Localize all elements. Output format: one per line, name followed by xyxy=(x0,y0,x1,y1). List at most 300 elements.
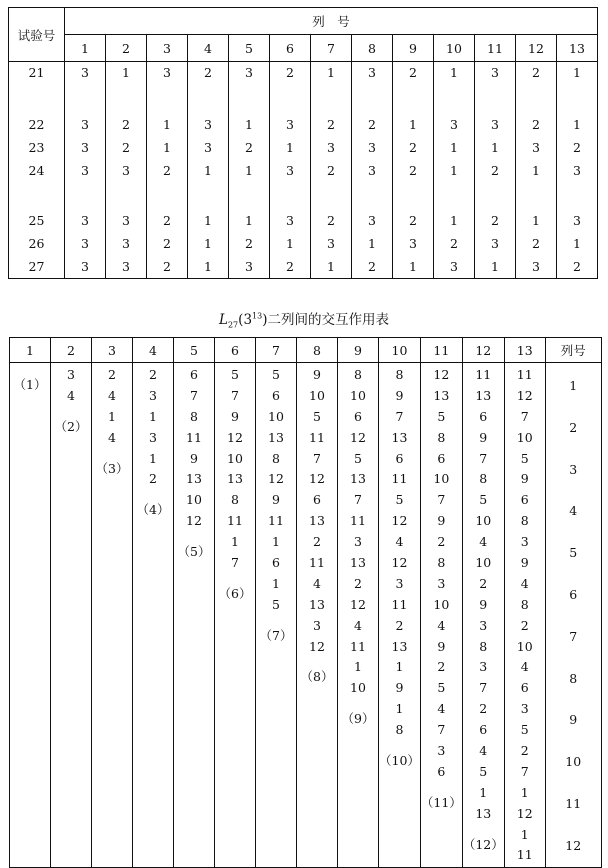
value-cell: 3 xyxy=(229,62,270,114)
value-cell: 3 xyxy=(65,114,106,137)
interaction-value: 5 xyxy=(437,408,446,424)
interaction-value: 8 xyxy=(437,555,446,571)
interaction-value: 2 xyxy=(108,367,116,382)
column-number-group-header: 列 号 xyxy=(65,8,598,35)
value-cell: 3 xyxy=(270,114,311,137)
interaction-column-header-2: 2 xyxy=(51,338,92,363)
interaction-value: 13 xyxy=(309,596,325,612)
value-cell: 2 xyxy=(352,256,393,279)
interaction-value: 10 xyxy=(516,638,533,654)
value-cell: 3 xyxy=(106,160,147,210)
trial-number-cell: 25 xyxy=(9,210,65,233)
diagonal-column-marker: （2） xyxy=(54,418,88,434)
interaction-value: 2 xyxy=(149,471,157,487)
interaction-value: 3 xyxy=(149,387,157,403)
interaction-value: 8 xyxy=(395,367,404,382)
value-cell: 1 xyxy=(229,160,270,210)
interaction-value: 13 xyxy=(475,805,492,821)
interaction-value: 4 xyxy=(479,534,488,550)
interaction-value: 6 xyxy=(272,555,280,571)
interaction-value: 7 xyxy=(313,450,321,466)
interaction-value: 13 xyxy=(309,513,325,529)
interaction-value: 5 xyxy=(231,367,239,382)
table-row xyxy=(9,114,598,137)
column-header-row xyxy=(9,35,598,62)
value-cell: 2 xyxy=(106,137,147,160)
column-header-13: 13 xyxy=(557,35,598,62)
diagonal-column-marker: （7） xyxy=(259,627,293,643)
interaction-value: 11 xyxy=(227,513,243,529)
interaction-value: 2 xyxy=(437,659,446,675)
interaction-value: 5 xyxy=(520,450,529,466)
interaction-value: 7 xyxy=(479,680,488,696)
interaction-value: 8 xyxy=(395,722,404,738)
row-label: 10 xyxy=(565,754,582,770)
column-header-2: 2 xyxy=(106,35,147,62)
diagonal-column-marker: （8） xyxy=(300,669,334,685)
value-cell: 1 xyxy=(106,62,147,114)
value-cell: 3 xyxy=(270,160,311,210)
interaction-value: 8 xyxy=(272,450,280,466)
interaction-value: 6 xyxy=(354,408,362,424)
table-caption: $L_{27}(3^{13})$二列间的交互作用表 xyxy=(219,311,389,330)
interaction-value: 11 xyxy=(309,429,325,445)
column-header-3: 3 xyxy=(147,35,188,62)
interaction-value: 9 xyxy=(437,638,446,654)
interaction-value: 7 xyxy=(395,408,404,424)
interaction-column-header-5: 5 xyxy=(174,338,215,363)
interaction-value: 8 xyxy=(231,492,239,508)
interaction-column-header-13: 13 xyxy=(504,338,545,363)
interaction-value: 13 xyxy=(350,555,366,571)
value-cell: 2 xyxy=(229,233,270,256)
interaction-column-header-1: 1 xyxy=(10,338,51,363)
interaction-value: 11 xyxy=(391,471,408,487)
interaction-column-header-6: 6 xyxy=(215,338,256,363)
value-cell: 1 xyxy=(311,62,352,114)
interaction-value: 9 xyxy=(479,429,488,445)
interaction-value: 9 xyxy=(520,555,529,571)
value-cell: 1 xyxy=(434,62,475,114)
interaction-value: 13 xyxy=(433,387,450,403)
value-cell: 3 xyxy=(311,233,352,256)
interaction-value: 8 xyxy=(520,513,529,529)
interaction-value: 2 xyxy=(149,367,157,382)
interaction-value: 6 xyxy=(520,680,529,696)
value-cell: 1 xyxy=(147,137,188,160)
value-cell: 1 xyxy=(475,256,516,279)
diagonal-column-marker: （12） xyxy=(462,836,504,852)
value-cell: 3 xyxy=(65,233,106,256)
interaction-column-7 xyxy=(256,363,297,868)
interaction-value: 2 xyxy=(520,743,529,759)
table-row xyxy=(9,62,598,114)
column-header-5: 5 xyxy=(229,35,270,62)
interaction-value: 3 xyxy=(520,534,529,550)
value-cell: 2 xyxy=(147,256,188,279)
interaction-value: 7 xyxy=(231,555,239,571)
interaction-value: 1 xyxy=(520,826,529,842)
interaction-value: 12 xyxy=(391,555,408,571)
diagonal-column-marker: （9） xyxy=(341,711,375,727)
value-cell: 2 xyxy=(311,160,352,210)
interaction-table xyxy=(9,337,602,868)
diagonal-column-marker: （5） xyxy=(177,544,211,560)
interaction-value: 1 xyxy=(395,701,404,717)
interaction-value: 10 xyxy=(475,555,492,571)
value-cell: 1 xyxy=(229,114,270,137)
value-cell: 2 xyxy=(147,160,188,210)
interaction-value: 8 xyxy=(190,408,198,424)
interaction-value: 13 xyxy=(391,429,408,445)
interaction-value: 3 xyxy=(520,701,529,717)
interaction-value: 12 xyxy=(516,805,533,821)
interaction-value: 10 xyxy=(475,513,492,529)
value-cell: 2 xyxy=(434,233,475,256)
trial-number-header: 试验号 xyxy=(9,8,65,62)
interaction-value: 9 xyxy=(520,471,529,487)
value-cell: 3 xyxy=(516,137,557,160)
interaction-value: 1 xyxy=(149,450,157,466)
value-cell: 3 xyxy=(475,114,516,137)
interaction-value: 2 xyxy=(479,701,488,717)
column-header-7: 7 xyxy=(311,35,352,62)
interaction-value: 10 xyxy=(433,471,450,487)
interaction-value: 3 xyxy=(437,575,446,591)
value-cell: 1 xyxy=(270,137,311,160)
interaction-column-3 xyxy=(92,363,133,868)
row-label: 4 xyxy=(569,503,578,519)
value-cell: 3 xyxy=(557,210,598,233)
interaction-value: 9 xyxy=(479,596,488,612)
interaction-value: 13 xyxy=(391,638,408,654)
interaction-value: 10 xyxy=(268,408,284,424)
interaction-value: 11 xyxy=(516,847,533,863)
interaction-value: 5 xyxy=(437,680,446,696)
value-cell: 3 xyxy=(65,210,106,233)
interaction-value: 4 xyxy=(395,534,404,550)
interaction-value: 12 xyxy=(516,387,533,403)
value-cell: 2 xyxy=(516,233,557,256)
value-cell: 3 xyxy=(352,137,393,160)
interaction-value: 11 xyxy=(268,513,284,529)
value-cell: 3 xyxy=(352,210,393,233)
value-cell: 1 xyxy=(516,160,557,210)
interaction-value: 7 xyxy=(437,492,446,508)
interaction-value: 7 xyxy=(354,492,362,508)
interaction-value: 7 xyxy=(520,763,529,779)
value-cell: 3 xyxy=(188,137,229,160)
interaction-column-header-10: 10 xyxy=(379,338,421,363)
value-cell: 3 xyxy=(352,160,393,210)
value-cell: 1 xyxy=(393,256,434,279)
interaction-value: 13 xyxy=(227,471,243,487)
diagonal-column-marker: （10） xyxy=(379,753,420,769)
interaction-value: 6 xyxy=(313,492,321,508)
interaction-column-header-3: 3 xyxy=(92,338,133,363)
interaction-value: 1 xyxy=(272,534,280,550)
interaction-value: 11 xyxy=(516,367,533,382)
interaction-value: 6 xyxy=(272,387,280,403)
interaction-value: 8 xyxy=(520,596,529,612)
trial-number-cell: 23 xyxy=(9,137,65,160)
interaction-value: 12 xyxy=(309,471,325,487)
interaction-value: 8 xyxy=(479,638,488,654)
interaction-value: 2 xyxy=(479,575,488,591)
value-cell: 2 xyxy=(229,137,270,160)
interaction-column-header-8: 8 xyxy=(297,338,338,363)
column-header-8: 8 xyxy=(352,35,393,62)
interaction-value: 10 xyxy=(227,450,243,466)
row-label: 8 xyxy=(569,670,578,686)
value-cell: 1 xyxy=(188,210,229,233)
interaction-column-2 xyxy=(51,363,92,868)
row-label: 5 xyxy=(569,545,578,561)
value-cell: 2 xyxy=(311,210,352,233)
interaction-value: 1 xyxy=(231,534,239,550)
column-header-9: 9 xyxy=(393,35,434,62)
orthogonal-array-table xyxy=(8,7,598,279)
interaction-value: 13 xyxy=(350,471,366,487)
interaction-value: 11 xyxy=(350,638,366,654)
interaction-value: 12 xyxy=(268,471,284,487)
interaction-value: 5 xyxy=(395,492,404,508)
interaction-value: 5 xyxy=(313,408,321,424)
interaction-column-header-4: 4 xyxy=(133,338,174,363)
value-cell: 3 xyxy=(229,256,270,279)
trial-number-cell: 22 xyxy=(9,114,65,137)
interaction-value: 12 xyxy=(350,429,366,445)
value-cell: 3 xyxy=(434,114,475,137)
interaction-value: 6 xyxy=(395,450,404,466)
interaction-column-6 xyxy=(215,363,256,868)
value-cell: 2 xyxy=(475,160,516,210)
value-cell: 3 xyxy=(475,62,516,114)
value-cell: 1 xyxy=(188,256,229,279)
interaction-column-8 xyxy=(297,363,338,868)
interaction-value: 9 xyxy=(313,367,321,382)
value-cell: 3 xyxy=(106,256,147,279)
orthogonal-table-section xyxy=(8,7,598,279)
value-cell: 3 xyxy=(475,233,516,256)
value-cell: 3 xyxy=(65,256,106,279)
interaction-column-13 xyxy=(504,363,545,868)
interaction-column-11 xyxy=(420,363,462,868)
interaction-column-1 xyxy=(10,363,51,868)
interaction-column-header-12: 12 xyxy=(462,338,504,363)
interaction-value: 2 xyxy=(354,575,362,591)
value-cell: 1 xyxy=(557,62,598,114)
interaction-value: 4 xyxy=(520,575,529,591)
interaction-value: 2 xyxy=(520,617,529,633)
interaction-value: 12 xyxy=(391,513,408,529)
interaction-value: 9 xyxy=(190,450,198,466)
value-cell: 1 xyxy=(434,137,475,160)
value-cell: 2 xyxy=(557,256,598,279)
diagonal-column-marker: （4） xyxy=(136,502,170,518)
row-label: 12 xyxy=(565,837,582,853)
interaction-header-row xyxy=(10,338,602,363)
interaction-value: 6 xyxy=(190,367,198,382)
value-cell: 3 xyxy=(352,62,393,114)
interaction-value: 6 xyxy=(479,408,488,424)
value-cell: 3 xyxy=(65,62,106,114)
value-cell: 2 xyxy=(475,210,516,233)
interaction-value: 11 xyxy=(186,429,202,445)
value-cell: 3 xyxy=(106,210,147,233)
interaction-value: 4 xyxy=(67,387,75,403)
interaction-column-9 xyxy=(338,363,379,868)
interaction-value: 3 xyxy=(149,429,157,445)
value-cell: 2 xyxy=(516,114,557,137)
value-cell: 2 xyxy=(352,114,393,137)
interaction-value: 4 xyxy=(520,659,529,675)
row-label: 6 xyxy=(569,586,578,602)
value-cell: 2 xyxy=(311,114,352,137)
trial-number-cell: 27 xyxy=(9,256,65,279)
interaction-column-5 xyxy=(174,363,215,868)
value-cell: 1 xyxy=(188,160,229,210)
row-label: 1 xyxy=(569,378,578,393)
interaction-value: 9 xyxy=(437,513,446,529)
value-cell: 1 xyxy=(557,114,598,137)
interaction-value: 3 xyxy=(313,617,321,633)
interaction-value: 6 xyxy=(437,763,446,779)
interaction-value: 5 xyxy=(272,367,280,382)
interaction-value: 9 xyxy=(272,492,280,508)
interaction-value: 6 xyxy=(437,450,446,466)
interaction-value: 12 xyxy=(433,367,450,382)
value-cell: 3 xyxy=(516,256,557,279)
value-cell: 1 xyxy=(188,233,229,256)
interaction-value: 11 xyxy=(309,555,325,571)
interaction-value: 5 xyxy=(272,596,280,612)
diagonal-column-marker: （3） xyxy=(95,460,129,476)
value-cell: 1 xyxy=(229,210,270,233)
value-cell: 2 xyxy=(147,233,188,256)
interaction-value: 10 xyxy=(516,429,533,445)
interaction-value: 4 xyxy=(108,429,116,445)
table-row xyxy=(9,256,598,279)
row-label: 9 xyxy=(569,712,578,728)
value-cell: 1 xyxy=(311,256,352,279)
interaction-value: 11 xyxy=(350,513,366,529)
table-row xyxy=(9,160,598,210)
value-cell: 2 xyxy=(393,210,434,233)
value-cell: 2 xyxy=(557,137,598,160)
table-row xyxy=(9,137,598,160)
interaction-value: 9 xyxy=(395,680,404,696)
interaction-value: 9 xyxy=(231,408,239,424)
table-row xyxy=(9,233,598,256)
interaction-value: 8 xyxy=(479,471,488,487)
value-cell: 3 xyxy=(188,114,229,137)
value-cell: 2 xyxy=(393,62,434,114)
interaction-value: 5 xyxy=(479,492,488,508)
interaction-value: 1 xyxy=(479,784,488,800)
interaction-value: 4 xyxy=(437,617,446,633)
interaction-value: 13 xyxy=(268,429,284,445)
interaction-value: 9 xyxy=(395,387,404,403)
interaction-value: 2 xyxy=(437,534,446,550)
trial-number-cell: 24 xyxy=(9,160,65,210)
value-cell: 2 xyxy=(270,256,311,279)
interaction-value: 2 xyxy=(313,534,321,550)
interaction-value: 3 xyxy=(354,534,362,550)
value-cell: 1 xyxy=(516,210,557,233)
column-header-12: 12 xyxy=(516,35,557,62)
interaction-value: 6 xyxy=(479,722,488,738)
column-number-label: 列号 xyxy=(545,338,601,363)
value-cell: 3 xyxy=(65,137,106,160)
interaction-value: 11 xyxy=(475,367,492,382)
row-label: 7 xyxy=(569,628,578,644)
interaction-column-12 xyxy=(462,363,504,868)
interaction-value: 7 xyxy=(479,450,488,466)
trial-number-cell: 26 xyxy=(9,233,65,256)
value-cell: 3 xyxy=(311,137,352,160)
interaction-value: 13 xyxy=(186,471,202,487)
interaction-value: 1 xyxy=(354,659,362,675)
interaction-value: 1 xyxy=(520,784,529,800)
value-cell: 2 xyxy=(188,62,229,114)
value-cell: 3 xyxy=(147,62,188,114)
value-cell: 3 xyxy=(557,160,598,210)
value-cell: 3 xyxy=(434,256,475,279)
interaction-value: 10 xyxy=(350,680,366,696)
interaction-value: 12 xyxy=(309,638,325,654)
interaction-value: 1 xyxy=(272,575,280,591)
value-cell: 2 xyxy=(393,160,434,210)
interaction-table-section xyxy=(9,337,602,868)
interaction-value: 10 xyxy=(309,387,325,403)
value-cell: 1 xyxy=(270,233,311,256)
interaction-value: 10 xyxy=(350,387,366,403)
value-cell: 2 xyxy=(147,210,188,233)
row-labels-column xyxy=(545,363,601,868)
value-cell: 1 xyxy=(393,114,434,137)
value-cell: 1 xyxy=(434,210,475,233)
value-cell: 1 xyxy=(147,114,188,137)
diagonal-column-marker: （1） xyxy=(13,377,47,392)
table-row xyxy=(9,210,598,233)
column-header-6: 6 xyxy=(270,35,311,62)
value-cell: 3 xyxy=(393,233,434,256)
value-cell: 2 xyxy=(393,137,434,160)
interaction-value: 3 xyxy=(479,617,488,633)
value-cell: 2 xyxy=(270,62,311,114)
interaction-value: 7 xyxy=(190,387,198,403)
interaction-value: 5 xyxy=(479,763,488,779)
row-label: 11 xyxy=(565,795,582,811)
column-header-10: 10 xyxy=(434,35,475,62)
interaction-value: 7 xyxy=(231,387,239,403)
value-cell: 2 xyxy=(516,62,557,114)
interaction-column-10 xyxy=(379,363,421,868)
row-label: 2 xyxy=(569,419,578,435)
interaction-value: 2 xyxy=(395,617,404,633)
interaction-value: 12 xyxy=(350,596,366,612)
interaction-column-header-11: 11 xyxy=(420,338,462,363)
interaction-value: 4 xyxy=(479,743,488,759)
interaction-value: 1 xyxy=(149,408,157,424)
interaction-value: 10 xyxy=(186,492,202,508)
interaction-value: 1 xyxy=(395,659,404,675)
interaction-value: 12 xyxy=(227,429,243,445)
interaction-value: 10 xyxy=(433,596,450,612)
interaction-value: 5 xyxy=(520,722,529,738)
interaction-value: 7 xyxy=(437,722,446,738)
